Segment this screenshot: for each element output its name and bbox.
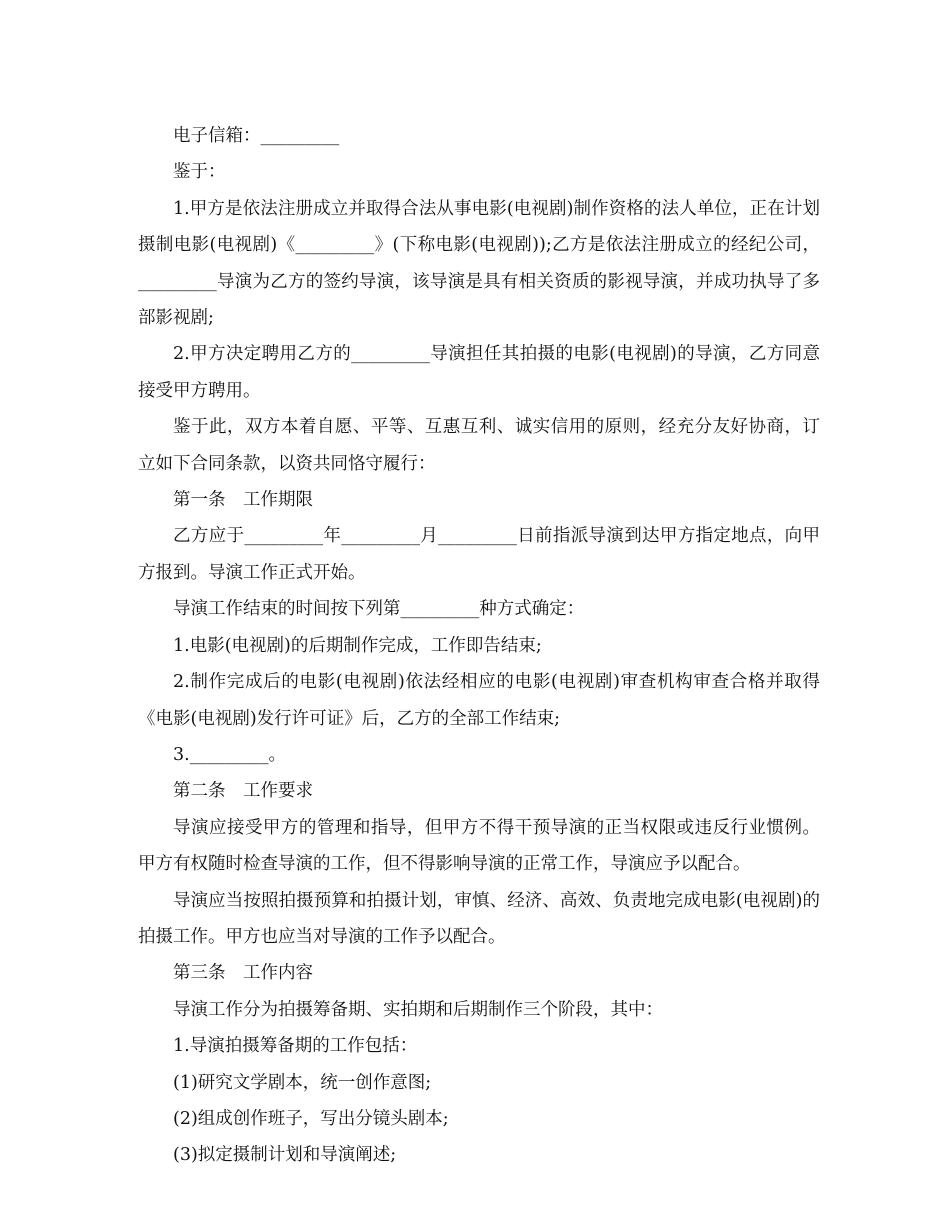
list-item-prep-1: (1)研究文学剧本，统一创作意图; — [173, 1072, 432, 1093]
paragraph-email: 电子信箱：_________ — [173, 126, 340, 146]
paragraph-end-method-2: 2.制作完成后的电影(电视剧)依法经相应的电影(电视剧)审查机构审查合格并取得《电影(电视剧)发行许可证》后，乙方的全部工作结束; — [138, 672, 820, 729]
paragraph-whereas-2: 2.甲方决定聘用乙方的_________导演担任其拍摄的电影(电视剧)的导演，乙方同意接受甲方聘用。 — [138, 344, 820, 401]
article-3-heading: 第三条 工作内容 — [173, 963, 313, 984]
paragraph-work-stages: 导演工作分为拍摄筹备期、实拍期和后期制作三个阶段，其中： — [173, 999, 663, 1020]
paragraph-report-date: 乙方应于_________年_________月_________日前指派导演到达甲方指定地点，向甲方报到。导演工作正式开始。 — [138, 526, 820, 583]
paragraph-end-method-3: 3._________。 — [173, 744, 286, 765]
list-item-prep-3: (3)拟定摄制计划和导演阐述; — [173, 1145, 397, 1166]
paragraph-management: 导演应接受甲方的管理和指导，但甲方不得干预导演的正当权限或违反行业惯例。甲方有权随时检查导演的工作，但不得影响导演的正常工作，导演应予以配合。 — [138, 817, 820, 875]
paragraph-whereas-1: 1.甲方是依法注册成立并取得合法从事电影(电视剧)制作资格的法人单位，正在计划摄制电影(电视剧)《_________》(下称电影(电视剧));乙方是依法注册成立的经纪公司，_________导演为乙方的签约导演，该导演是具有相关资质的影视导演，并成功执导了多部影视剧; — [138, 198, 820, 329]
article-1-heading: 第一条 工作期限 — [173, 490, 313, 511]
document-body — [138, 118, 820, 1174]
article-2-heading: 第二条 工作要求 — [173, 781, 313, 802]
paragraph-end-method-1: 1.电影(电视剧)的后期制作完成，工作即告结束; — [173, 635, 542, 656]
paragraph-budget: 导演应当按照拍摄预算和拍摄计划，审慎、经济、高效、负责地完成电影(电视剧)的拍摄工作。甲方也应当对导演的工作予以配合。 — [138, 890, 820, 947]
paragraph-prep-work: 1.导演拍摄筹备期的工作包括： — [173, 1036, 418, 1057]
paragraph-agreement-intro: 鉴于此，双方本着自愿、平等、互惠互利、诚实信用的原则，经充分友好协商，订立如下合同条款，以资共同恪守履行： — [138, 417, 820, 474]
paragraph-end-method: 导演工作结束的时间按下列第_________种方式确定： — [173, 599, 585, 620]
paragraph-whereas: 鉴于： — [173, 162, 226, 183]
list-item-prep-2: (2)组成创作班子，写出分镜头剧本; — [173, 1108, 449, 1129]
